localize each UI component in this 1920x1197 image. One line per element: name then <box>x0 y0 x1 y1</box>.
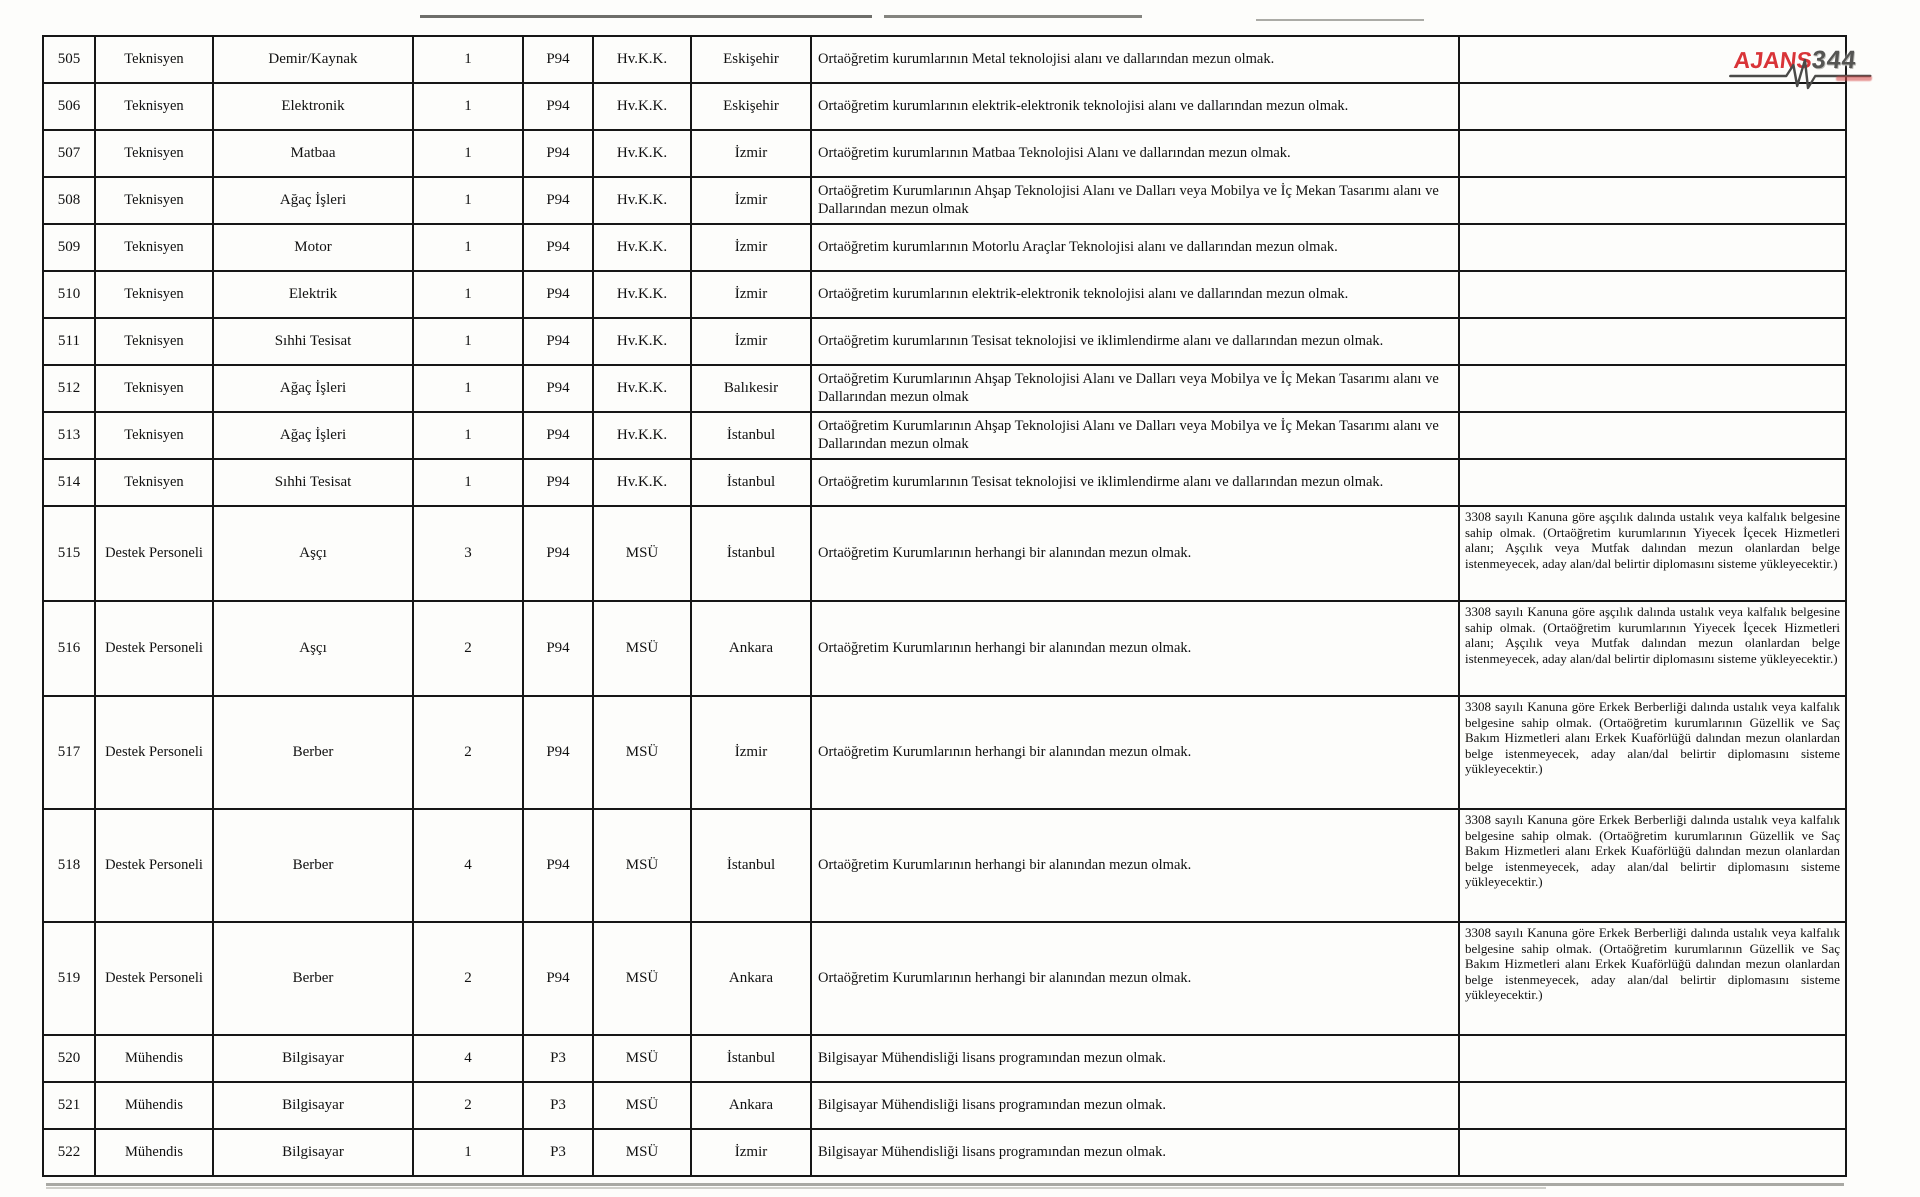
cell-no: 505 <box>43 36 95 83</box>
cell-branch: Ağaç İşleri <box>213 412 413 459</box>
cell-requirement: Bilgisayar Mühendisliği lisans programından mezun olmak. <box>811 1035 1459 1082</box>
cell-city: İzmir <box>691 696 811 809</box>
cell-branch: Berber <box>213 809 413 922</box>
cell-score: P94 <box>523 130 593 177</box>
cell-force: MSÜ <box>593 809 691 922</box>
cell-requirement: Bilgisayar Mühendisliği lisans programından mezun olmak. <box>811 1129 1459 1176</box>
cell-branch: Berber <box>213 922 413 1035</box>
cell-city: İstanbul <box>691 1035 811 1082</box>
cell-score: P94 <box>523 224 593 271</box>
cell-city: İzmir <box>691 177 811 224</box>
cell-count: 4 <box>413 1035 523 1082</box>
cell-count: 1 <box>413 318 523 365</box>
cell-note <box>1459 365 1846 412</box>
cell-count: 1 <box>413 224 523 271</box>
table-row <box>43 130 1846 177</box>
cell-no: 512 <box>43 365 95 412</box>
cell-score: P94 <box>523 412 593 459</box>
cell-score: P3 <box>523 1129 593 1176</box>
cell-branch: Bilgisayar <box>213 1082 413 1129</box>
cell-note <box>1459 1129 1846 1176</box>
cell-city: Eskişehir <box>691 36 811 83</box>
cell-branch: Elektronik <box>213 83 413 130</box>
cell-branch: Sıhhi Tesisat <box>213 318 413 365</box>
cell-title: Teknisyen <box>95 459 213 506</box>
cell-city: İstanbul <box>691 459 811 506</box>
cell-force: Hv.K.K. <box>593 36 691 83</box>
cell-force: Hv.K.K. <box>593 365 691 412</box>
cell-force: MSÜ <box>593 1035 691 1082</box>
cell-force: MSÜ <box>593 1082 691 1129</box>
cell-branch: Bilgisayar <box>213 1035 413 1082</box>
cell-count: 1 <box>413 459 523 506</box>
cell-branch: Ağaç İşleri <box>213 365 413 412</box>
cell-requirement: Ortaöğretim Kurumlarının herhangi bir alanından mezun olmak. <box>811 922 1459 1035</box>
cell-force: Hv.K.K. <box>593 130 691 177</box>
cell-requirement: Ortaöğretim Kurumlarının Ahşap Teknolojisi Alanı ve Dalları veya Mobilya ve İç Mekan Tasarımı alanı ve Dallarından mezun olmak <box>811 412 1459 459</box>
cell-score: P94 <box>523 318 593 365</box>
cell-force: Hv.K.K. <box>593 318 691 365</box>
cell-score: P3 <box>523 1082 593 1129</box>
cell-note: 3308 sayılı Kanuna göre aşçılık dalında ustalık veya kalfalık belgesine sahip olmak. (Ortaöğretim kurumlarının Yiyecek İçecek Hizmetleri alanı; Aşçılık veya Mutfak dalından mezun olanlardan belge istenmeyecek, aday alan/dal belirtir diplomasını sisteme yükleyecektir.) <box>1459 506 1846 601</box>
cell-force: Hv.K.K. <box>593 83 691 130</box>
cell-note: 3308 sayılı Kanuna göre aşçılık dalında ustalık veya kalfalık belgesine sahip olmak. (Ortaöğretim kurumlarının Yiyecek İçecek Hizmetleri alanı; Aşçılık veya Mutfak dalından mezun olanlardan belge istenmeyecek, aday alan/dal belirtir diplomasını sisteme yükleyecektir.) <box>1459 601 1846 696</box>
cell-no: 510 <box>43 271 95 318</box>
cell-branch: Aşçı <box>213 601 413 696</box>
cell-city: Ankara <box>691 1082 811 1129</box>
cell-score: P3 <box>523 1035 593 1082</box>
cell-no: 514 <box>43 459 95 506</box>
cell-city: İstanbul <box>691 809 811 922</box>
cell-count: 1 <box>413 130 523 177</box>
cell-force: Hv.K.K. <box>593 271 691 318</box>
cell-count: 1 <box>413 271 523 318</box>
cell-branch: Elektrik <box>213 271 413 318</box>
cell-requirement: Ortaöğretim Kurumlarının herhangi bir alanından mezun olmak. <box>811 601 1459 696</box>
cell-requirement: Bilgisayar Mühendisliği lisans programından mezun olmak. <box>811 1082 1459 1129</box>
cell-requirement: Ortaöğretim Kurumlarının Ahşap Teknolojisi Alanı ve Dalları veya Mobilya ve İç Mekan Tasarımı alanı ve Dallarından mezun olmak <box>811 365 1459 412</box>
cell-requirement: Ortaöğretim kurumlarının Tesisat teknolojisi ve iklimlendirme alanı ve dallarından mezun olmak. <box>811 318 1459 365</box>
cell-title: Destek Personeli <box>95 922 213 1035</box>
cell-requirement: Ortaöğretim kurumlarının elektrik-elektronik teknolojisi alanı ve dallarından mezun olmak. <box>811 271 1459 318</box>
cell-requirement: Ortaöğretim Kurumlarının Ahşap Teknolojisi Alanı ve Dalları veya Mobilya ve İç Mekan Tasarımı alanı ve Dallarından mezun olmak <box>811 177 1459 224</box>
table-row <box>43 696 1846 809</box>
table-row <box>43 1129 1846 1176</box>
cell-force: MSÜ <box>593 1129 691 1176</box>
cell-note <box>1459 224 1846 271</box>
cell-title: Mühendis <box>95 1129 213 1176</box>
cell-city: İzmir <box>691 1129 811 1176</box>
cell-no: 519 <box>43 922 95 1035</box>
cell-title: Mühendis <box>95 1082 213 1129</box>
logo-text-ajans: AJANS <box>1732 47 1814 73</box>
cell-count: 2 <box>413 1082 523 1129</box>
cell-count: 1 <box>413 1129 523 1176</box>
cell-requirement: Ortaöğretim kurumlarının Motorlu Araçlar Teknolojisi alanı ve dallarından mezun olmak. <box>811 224 1459 271</box>
cell-count: 2 <box>413 601 523 696</box>
cell-force: Hv.K.K. <box>593 177 691 224</box>
table-row <box>43 922 1846 1035</box>
cell-score: P94 <box>523 809 593 922</box>
cell-score: P94 <box>523 696 593 809</box>
cell-branch: Berber <box>213 696 413 809</box>
cell-score: P94 <box>523 36 593 83</box>
cell-city: İzmir <box>691 271 811 318</box>
cell-title: Teknisyen <box>95 365 213 412</box>
cell-no: 508 <box>43 177 95 224</box>
cell-branch: Ağaç İşleri <box>213 177 413 224</box>
cell-no: 522 <box>43 1129 95 1176</box>
cell-count: 2 <box>413 922 523 1035</box>
cell-title: Destek Personeli <box>95 696 213 809</box>
table-row <box>43 83 1846 130</box>
cell-score: P94 <box>523 271 593 318</box>
cell-note <box>1459 177 1846 224</box>
cell-no: 509 <box>43 224 95 271</box>
cell-city: İstanbul <box>691 506 811 601</box>
cell-force: MSÜ <box>593 506 691 601</box>
cell-score: P94 <box>523 506 593 601</box>
cell-force: MSÜ <box>593 922 691 1035</box>
cell-count: 1 <box>413 365 523 412</box>
cell-requirement: Ortaöğretim Kurumlarının herhangi bir alanından mezun olmak. <box>811 809 1459 922</box>
cell-requirement: Ortaöğretim Kurumlarının herhangi bir alanından mezun olmak. <box>811 506 1459 601</box>
cell-requirement: Ortaöğretim kurumlarının Tesisat teknolojisi ve iklimlendirme alanı ve dallarından mezun olmak. <box>811 459 1459 506</box>
cell-count: 2 <box>413 696 523 809</box>
cell-no: 518 <box>43 809 95 922</box>
cell-note <box>1459 318 1846 365</box>
cell-note <box>1459 1082 1846 1129</box>
table-row <box>43 1082 1846 1129</box>
table-row <box>43 506 1846 601</box>
logo-caption-smudge <box>1836 76 1873 81</box>
table-row <box>43 412 1846 459</box>
cell-force: MSÜ <box>593 696 691 809</box>
cell-count: 3 <box>413 506 523 601</box>
cell-no: 516 <box>43 601 95 696</box>
scan-artifact-line <box>46 1187 1546 1189</box>
cell-city: Eskişehir <box>691 83 811 130</box>
cell-no: 506 <box>43 83 95 130</box>
cell-count: 4 <box>413 809 523 922</box>
cell-note <box>1459 459 1846 506</box>
cell-note: 3308 sayılı Kanuna göre Erkek Berberliği dalında ustalık veya kalfalık belgesine sahip olmak. (Ortaöğretim kurumlarının Güzellik ve Saç Bakım Hizmetleri alanı Erkek Kuaförlüğü dalından mezun olanlardan belge istenmeyecek, aday alan/dal belirtir diplomasını sisteme yükleyecektir.) <box>1459 696 1846 809</box>
cell-city: Ankara <box>691 601 811 696</box>
cell-title: Teknisyen <box>95 83 213 130</box>
cell-title: Destek Personeli <box>95 601 213 696</box>
cell-title: Teknisyen <box>95 36 213 83</box>
cell-title: Teknisyen <box>95 177 213 224</box>
cell-branch: Aşçı <box>213 506 413 601</box>
cell-branch: Matbaa <box>213 130 413 177</box>
cell-requirement: Ortaöğretim Kurumlarının herhangi bir alanından mezun olmak. <box>811 696 1459 809</box>
cell-no: 507 <box>43 130 95 177</box>
cell-city: İstanbul <box>691 412 811 459</box>
cell-force: Hv.K.K. <box>593 412 691 459</box>
scan-artifact-line <box>1256 19 1424 21</box>
cell-note: 3308 sayılı Kanuna göre Erkek Berberliği dalında ustalık veya kalfalık belgesine sahip olmak. (Ortaöğretim kurumlarının Güzellik ve Saç Bakım Hizmetleri alanı Erkek Kuaförlüğü dalından mezun olanlardan belge istenmeyecek, aday alan/dal belirtir diplomasını sisteme yükleyecektir.) <box>1459 809 1846 922</box>
cell-force: Hv.K.K. <box>593 459 691 506</box>
cell-requirement: Ortaöğretim kurumlarının elektrik-elektronik teknolojisi alanı ve dallarından mezun olmak. <box>811 83 1459 130</box>
cell-city: Ankara <box>691 922 811 1035</box>
cell-title: Teknisyen <box>95 318 213 365</box>
cell-score: P94 <box>523 83 593 130</box>
cell-note <box>1459 1035 1846 1082</box>
cell-force: MSÜ <box>593 601 691 696</box>
cell-force: Hv.K.K. <box>593 224 691 271</box>
ajans344-logo <box>1731 46 1884 92</box>
scan-artifact-line <box>884 15 1142 18</box>
cell-title: Destek Personeli <box>95 506 213 601</box>
cell-title: Mühendis <box>95 1035 213 1082</box>
cell-count: 1 <box>413 36 523 83</box>
cell-note <box>1459 412 1846 459</box>
cell-branch: Sıhhi Tesisat <box>213 459 413 506</box>
position-table-body <box>43 36 1846 1176</box>
cell-score: P94 <box>523 922 593 1035</box>
cell-requirement: Ortaöğretim kurumlarının Metal teknolojisi alanı ve dallarından mezun olmak. <box>811 36 1459 83</box>
cell-title: Teknisyen <box>95 412 213 459</box>
table-row <box>43 809 1846 922</box>
table-row <box>43 1035 1846 1082</box>
cell-requirement: Ortaöğretim kurumlarının Matbaa Teknolojisi Alanı ve dallarından mezun olmak. <box>811 130 1459 177</box>
cell-no: 521 <box>43 1082 95 1129</box>
cell-city: Balıkesir <box>691 365 811 412</box>
cell-branch: Bilgisayar <box>213 1129 413 1176</box>
cell-title: Teknisyen <box>95 271 213 318</box>
cell-count: 1 <box>413 83 523 130</box>
cell-score: P94 <box>523 459 593 506</box>
table-row <box>43 459 1846 506</box>
cell-note <box>1459 130 1846 177</box>
cell-city: İzmir <box>691 318 811 365</box>
cell-city: İzmir <box>691 224 811 271</box>
cell-count: 1 <box>413 177 523 224</box>
cell-branch: Motor <box>213 224 413 271</box>
cell-city: İzmir <box>691 130 811 177</box>
cell-score: P94 <box>523 601 593 696</box>
cell-branch: Demir/Kaynak <box>213 36 413 83</box>
logo-text-344: 344 <box>1810 46 1859 74</box>
cell-no: 511 <box>43 318 95 365</box>
job-positions-table <box>42 35 1847 1177</box>
scan-artifact-line <box>420 15 872 18</box>
table-row <box>43 177 1846 224</box>
cell-title: Teknisyen <box>95 130 213 177</box>
cell-count: 1 <box>413 412 523 459</box>
cell-title: Teknisyen <box>95 224 213 271</box>
table-row <box>43 224 1846 271</box>
table-row <box>43 318 1846 365</box>
cell-no: 515 <box>43 506 95 601</box>
cell-score: P94 <box>523 177 593 224</box>
cell-no: 520 <box>43 1035 95 1082</box>
scan-artifact-line <box>46 1183 1844 1186</box>
table-row <box>43 36 1846 83</box>
table-row <box>43 365 1846 412</box>
cell-no: 517 <box>43 696 95 809</box>
table-row <box>43 271 1846 318</box>
cell-note: 3308 sayılı Kanuna göre Erkek Berberliği dalında ustalık veya kalfalık belgesine sahip olmak. (Ortaöğretim kurumlarının Güzellik ve Saç Bakım Hizmetleri alanı Erkek Kuaförlüğü dalından mezun olanlardan belge istenmeyecek, aday alan/dal belirtir diplomasını sisteme yükleyecektir.) <box>1459 922 1846 1035</box>
cell-score: P94 <box>523 365 593 412</box>
table-row <box>43 601 1846 696</box>
cell-title: Destek Personeli <box>95 809 213 922</box>
cell-note <box>1459 271 1846 318</box>
cell-no: 513 <box>43 412 95 459</box>
